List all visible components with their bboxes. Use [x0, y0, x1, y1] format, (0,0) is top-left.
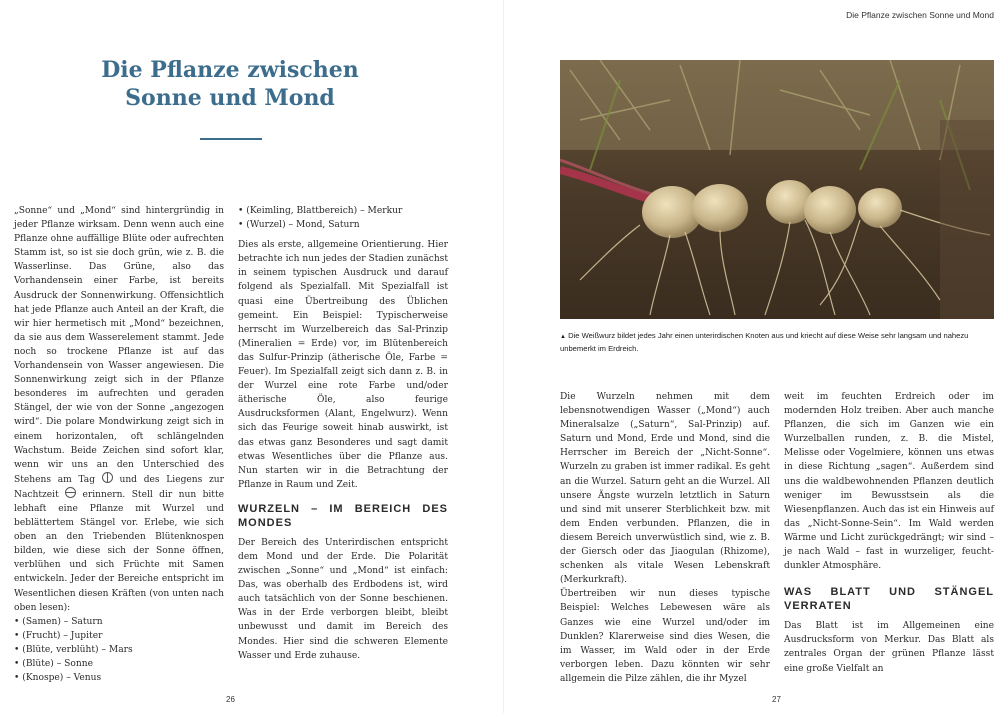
section-heading-blatt: WAS BLATT UND STÄNGEL VERRATEN	[784, 586, 994, 613]
body-paragraph: Das Blatt ist im Allgemeinen eine Ausdrucksform von Merkur. Das Blatt als zentrales Organ der grünen Pflanze lässt eine große Vielfalt an	[784, 621, 994, 674]
body-paragraph: Dies als erste, allgemeine Orientierung. Hier betrachte ich nun jedes der Stadien zunächst in seinem typischen Ausdruck und darauf folgend als Spezialfall. Mit Spezialfall ist quasi eine Übertreibung des Üblichen gemeint. Ein Beispiel: Typischerweise herrscht im Wurzelbereich das Sal-Prinzip (Mineralien = Erde) vor, im Blütenbereich das Sulfur-Prinzip (ätherische Öle, Farbe = Feuer). Im Spezialfall zeigt sich dann z. B. in der Wurzel eine rote Farbe und/oder ätherische Öle, also feurige Ausdrucksformen (Alant, Engelwurz). Wenn sich das Feurige soweit hinab auswirkt, ist das etwas ganz Besonderes und sagt damit etwas Wesentliches über die Pflanze aus. Nun starten wir in die Betrachtung der Pflanze in Raum und Zeit.	[238, 240, 448, 490]
title-underline	[200, 138, 262, 140]
right-column-2	[784, 390, 994, 676]
list-item: • (Samen) – Saturn	[14, 615, 224, 629]
list-item: • (Knospe) – Venus	[14, 671, 224, 685]
planet-list	[14, 615, 224, 685]
right-column-1	[560, 390, 770, 686]
section-heading-wurzeln: WURZELN – IM BEREICH DES MONDES	[238, 502, 448, 529]
chapter-title-line-2: Sonne und Mond	[125, 85, 335, 111]
list-item: • (Wurzel) – Mond, Saturn	[238, 218, 448, 232]
chapter-title	[80, 56, 380, 112]
list-item: • (Blüte) – Sonne	[14, 657, 224, 671]
body-paragraph-cont: und des Liegens zur Nachtzeit	[14, 474, 224, 500]
right-page	[504, 0, 1008, 713]
left-column-2	[238, 204, 448, 663]
page-number-right: 27	[772, 695, 781, 704]
list-item: • (Frucht) – Jupiter	[14, 629, 224, 643]
list-item: • (Blüte, verblüht) – Mars	[14, 643, 224, 657]
left-column-1	[14, 204, 224, 685]
chapter-title-line-1: Die Pflanze zwischen	[101, 57, 359, 83]
root-photo	[560, 60, 994, 319]
body-paragraph: Der Bereich des Unterirdischen entspricht dem Mond und der Erde. Die Polarität zwischen „Sonne“ und „Mond“ ist einfach: Das, was oberhalb des Erdbodens ist, wird auch tatsächlich von der Sonne beschienen. Was in der Erde verborgen bleibt, bleibt unbewusst und damit im Bereich des Mondes. Hier sind die schweren Elemente Wasser und Erde zuhause.	[238, 537, 448, 661]
body-paragraph: weit im feuchten Erdreich oder im modernden Holz treiben. Aber auch manche Pflanzen, die sich im Ganzen wie ein Wurzelballen runden, z. B. die Mistel, Melisse oder Vogelmiere, können uns etwas in diese Richtung „sagen“. Außerdem sind uns die waldbewohnenden Pflanzen deutlich weniger im Bewusstsein als die Wiesenpflanzen. Auch das ist ein Hinweis auf das „Nicht-Sonne-Sein“. Im Wald werden Wärme und Licht zurückgedrängt; wir sind – je nach Wald – fast in wurzeliger, feucht-dunkler Atmosphäre.	[784, 392, 994, 572]
body-paragraph-end: erinnern. Stell dir nun bitte lebhaft eine Pflanze mit Wurzel und beblättertem Stängel vor. Erlebe, wie sich oben an den Triebenden Blütenknospen bilden, wie diese sich der Sonne öffnen, verblühen und sich Früchte mit Samen entwickeln. Jeder der Bereiche entspricht im Wesentlichen diesen Kräften (von unten nach oben lesen):	[14, 489, 224, 613]
running-head: Die Pflanze zwischen Sonne und Mond	[846, 10, 994, 20]
page-number-left: 26	[226, 695, 235, 704]
moon-symbol-icon	[65, 487, 76, 498]
caption-text: Die Weißwurz bildet jedes Jahr einen unterirdischen Knoten aus und kriecht auf diese Weise sehr langsam und nahezu unbemerkt im Erdreich.	[560, 331, 969, 353]
photo-caption	[560, 330, 994, 354]
caption-marker-icon: ▲	[560, 334, 566, 340]
list-item: • (Keimling, Blattbereich) – Merkur	[238, 204, 448, 218]
sun-symbol-icon	[102, 472, 113, 483]
body-paragraph: „Sonne“ und „Mond“ sind hintergründig in jeder Pflanze wirksam. Denn wenn auch eine Pflanze ohne auffällige Blüte oder aufrechten Stamm ist, so ist sie doch grün, wie z. B. die Wasserlinse. Das Grüne, also das Vorhandensein einer Farbe, ist bereits Ausdruck der Sonnenwirkung. Offensichtlich hat jede Pflanze auch Anteil an der Kraft, die wir hier hermetisch mit „Mond“ bezeichnen, da sie aus dem Wasserelement stammt. Jede noch so trockene Pflanze ist auf das Vorhandensein von Wasser angewiesen. Die Sonnenwirkung zeigt sich in der Pflanze besonderes im aufrechten und geraden Stängel, der wie von der Sonne „angezogen wird“. Die polare Mondwirkung zeigt sich in einem horizontalen, oft schlängelnden Wachstum. Beide Zeichen sind sofort klar, wenn wir uns an den Unterschied des Stehens am Tag	[14, 206, 224, 485]
body-paragraph: Die Wurzeln nehmen mit dem lebensnotwendigen Wasser („Mond“) auch Mineralsalze („Saturn“, Sal-Prinzip) auf. Saturn und Mond, Erde und Mond, sind die Herrscher im Bereich der „Nicht-Sonne“. Wurzeln zu graben ist immer radikal. Es geht an die Wurzel. Saturn geht an die Wurzel. All unsere Ängste wurzeln letztlich in Saturn und sind mit unserer Sterblichkeit bzw. mit dem Enden verbunden. Pflanzen, die in diesem Bereich unverwüstlich sind, wie z. B. der Giersch oder das Jiaogulan (Rhizome), schenken als vitale Wesen Lebenskraft (Merkurkraft).	[560, 392, 771, 586]
body-paragraph: Übertreiben wir nun dieses typische Beispiel: Welches Lebewesen wäre als Ganzes wie eine Wurzel und/oder im Dunklen? Klarerweise sind dies Wesen, die im Wasser, im Wald oder in der Erde verborgen leben. Dazu könnten wir sehr allgemein die Pilze zählen, die ihr Myzel	[560, 589, 770, 684]
planet-list-cont	[238, 204, 448, 232]
